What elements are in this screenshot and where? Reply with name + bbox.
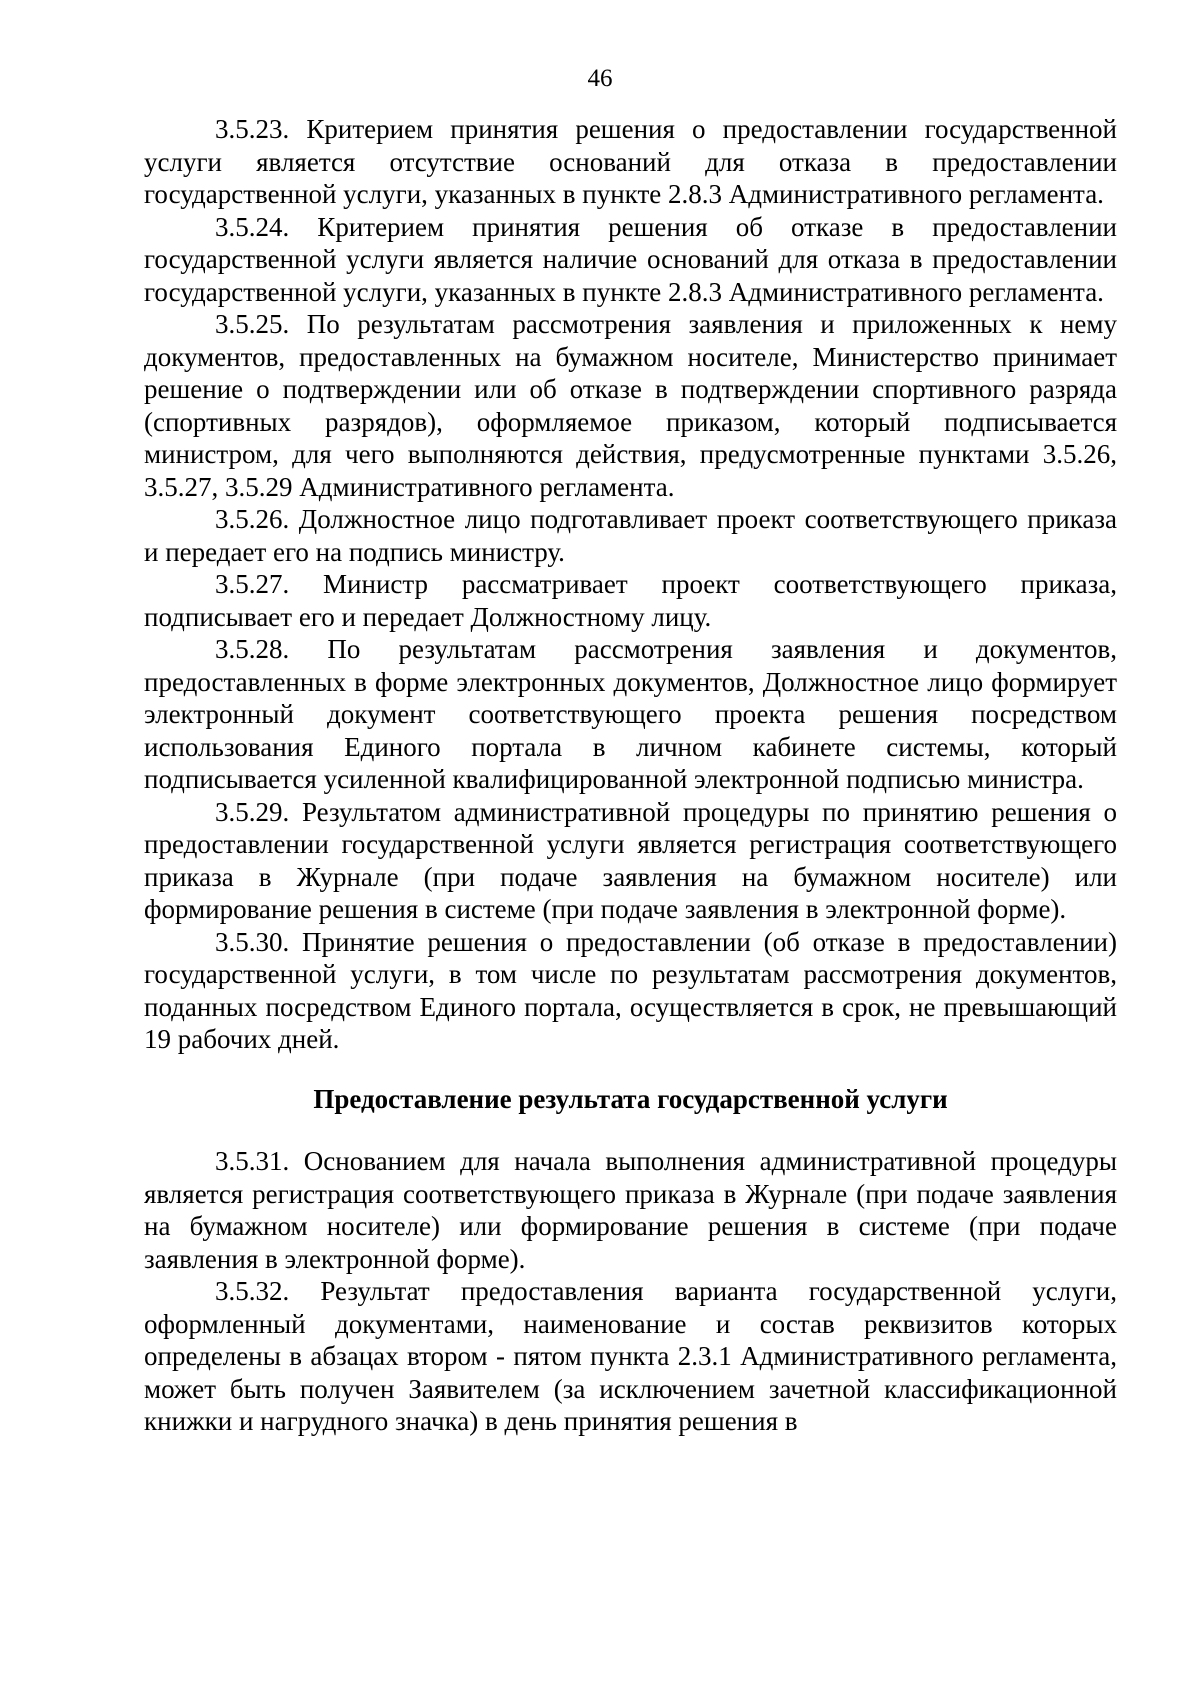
paragraph-3-5-29: 3.5.29. Результатом административной процедуры по принятию решения о предоставлении государственной услуги является регистрация соответствующего приказа в Журнале (при подаче заявления на бумажном носителе) или формирование решения в системе (при подаче заявления в электронной форме). [144, 796, 1117, 924]
paragraph-3-5-32: 3.5.32. Результат предоставления варианта государственной услуги, оформленный документами, наименование и состав реквизитов которых определены в абзацах втором - пятом пункта 2.3.1 Административного регламента, может быть получен Заявителем (за исключением зачетной классификационной книжки и нагрудного значка) в день принятия решения в [144, 1276, 1117, 1436]
paragraph-3-5-25: 3.5.25. По результатам рассмотрения заявления и приложенных к нему документов, предоставленных на бумажном носителе, Министерство принимает решение о подтверждении или об отказе в подтверждении спортивного разряда (спортивных разрядов), оформляемое приказом, который подписывается министром, для чего выполняются действия, предусмотренные пунктами 3.5.26, 3.5.27, 3.5.29 Административного регламента. [144, 309, 1117, 502]
paragraph-3-5-28: 3.5.28. По результатам рассмотрения заявления и документов, предоставленных в форме электронных документов, Должностное лицо формирует электронный документ соответствующего проекта решения посредством использования Единого портала в личном кабинете системы, который подписывается усиленной квалифицированной электронной подписью министра. [144, 634, 1117, 794]
page-number: 46 [587, 65, 613, 92]
paragraph-3-5-23: 3.5.23. Критерием принятия решения о предоставлении государственной услуги является отсутствие оснований для отказа в предоставлении государственной услуги, указанных в пункте 2.8.3 Административного регламента. [144, 114, 1117, 209]
paragraph-3-5-26: 3.5.26. Должностное лицо подготавливает проект соответствующего приказа и передает его на подпись министру. [144, 504, 1117, 567]
paragraph-3-5-30: 3.5.30. Принятие решения о предоставлении (об отказе в предоставлении) государственной услуги, в том числе по результатам рассмотрения документов, поданных посредством Единого портала, осуществляется в срок, не превышающий 19 рабочих дней. [144, 926, 1117, 1054]
paragraph-3-5-24: 3.5.24. Критерием принятия решения об отказе в предоставлении государственной услуги является наличие оснований для отказа в предоставлении государственной услуги, указанных в пункте 2.8.3 Административного регламента. [144, 211, 1117, 307]
section-heading: Предоставление результата государственной услуги [313, 1083, 948, 1114]
paragraph-3-5-31: 3.5.31. Основанием для начала выполнения административной процедуры является регистрация соответствующего приказа в Журнале (при подаче заявления на бумажном носителе) или формирование решения в системе (при подаче заявления в электронной форме). [144, 1146, 1117, 1274]
paragraph-3-5-27: 3.5.27. Министр рассматривает проект соответствующего приказа, подписывает его и передает Должностному лицу. [144, 569, 1117, 632]
document-body [144, 113, 1117, 1438]
